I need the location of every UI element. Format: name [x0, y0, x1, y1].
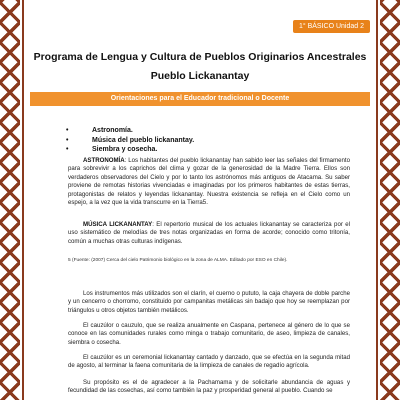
topic-item: • Astronomía.	[92, 126, 194, 136]
grade-unit-badge: 1° BÁSICO Unidad 2	[293, 20, 370, 33]
ceremonial-paragraph: El cauzúlor es un ceremonial lickanantay cantado y danzado, que se efectúa en la segunda mitad de agosto, al terminar la faena comunitaria de la limpieza de canales de regadío agrícola.	[68, 354, 350, 370]
footnote: 5 (Fuente: (2007) Cerca del cielo Patrimonio biológico en la zona de ALMA. Editado por ESO en Chile).	[68, 258, 288, 263]
instrumentos-paragraph: Los instrumentos más utilizados son el clarín, el cuerno o pututo, la caja chayera de doble parche y un cencerro o chorromo, constituido por campanitas metálicas sin badajo que hoy se reemplazan por triángulos u otros objetos también metálicos.	[68, 290, 350, 314]
astronomia-lead: ASTRONOMÍA	[83, 157, 125, 164]
musica-lead: MÚSICA LICKANANTAY	[83, 221, 153, 228]
musica-text: : El repertorio musical de los actuales lickanantay se caracteriza por el uso sistemático de melodías de tres notas organizadas en forma de acorde; conocido como tritonía, común a muchas otras culturas indígenas.	[68, 221, 351, 245]
right-border-line	[376, 0, 378, 400]
astronomia-paragraph	[68, 157, 350, 207]
proposito-paragraph: Su propósito es el de agradecer a la Pachamama y de solicitarle abundancia de aguas y fecundidad de las cosechas, así como también la paz y prosperidad general al pueblo. Cuando se	[68, 379, 350, 395]
musica-paragraph	[68, 221, 350, 246]
topic-list	[92, 126, 194, 155]
topic-item: • Siembra y cosecha.	[92, 145, 194, 155]
document-title: Programa de Lengua y Cultura de Pueblos Originarios Ancestrales	[33, 51, 367, 63]
left-border-line	[22, 0, 24, 400]
section-banner: Orientaciones para el Educador tradicional o Docente	[30, 92, 370, 106]
left-decorative-border	[0, 0, 20, 400]
astronomia-text: : Los habitantes del pueblo lickanantay han sabido leer las señales del firmamento para sobrevivir a los caprichos del clima y gozar de la generosidad de la Madre Tierra. Ellos son verdaderos observadores del Cielo y por lo tanto los astrónomos más antiguos de Atacama. Su saber proviene de remotas historias vivenciadas e imaginadas por los primeros habitantes de estas tierras, protagonistas de relatos y leyendas lickanantay. Nuestra existencia se refleja en el Cielo como un espejo, a la vez que la vida transcurre en la Tierra5.	[68, 157, 350, 207]
right-decorative-border	[380, 0, 400, 400]
topic-item: • Música del pueblo lickanantay.	[92, 136, 194, 146]
cauzulor-paragraph: El cauzúlor o cauzulo, que se realiza anualmente en Caspana, pertenece al género de lo que se conoce en las comunidades rurales como minga o trabajo comunitario, de aseo, limpieza de canales, siembra o cosecha.	[68, 322, 350, 346]
document-subtitle: Pueblo Lickanantay	[150, 70, 250, 82]
